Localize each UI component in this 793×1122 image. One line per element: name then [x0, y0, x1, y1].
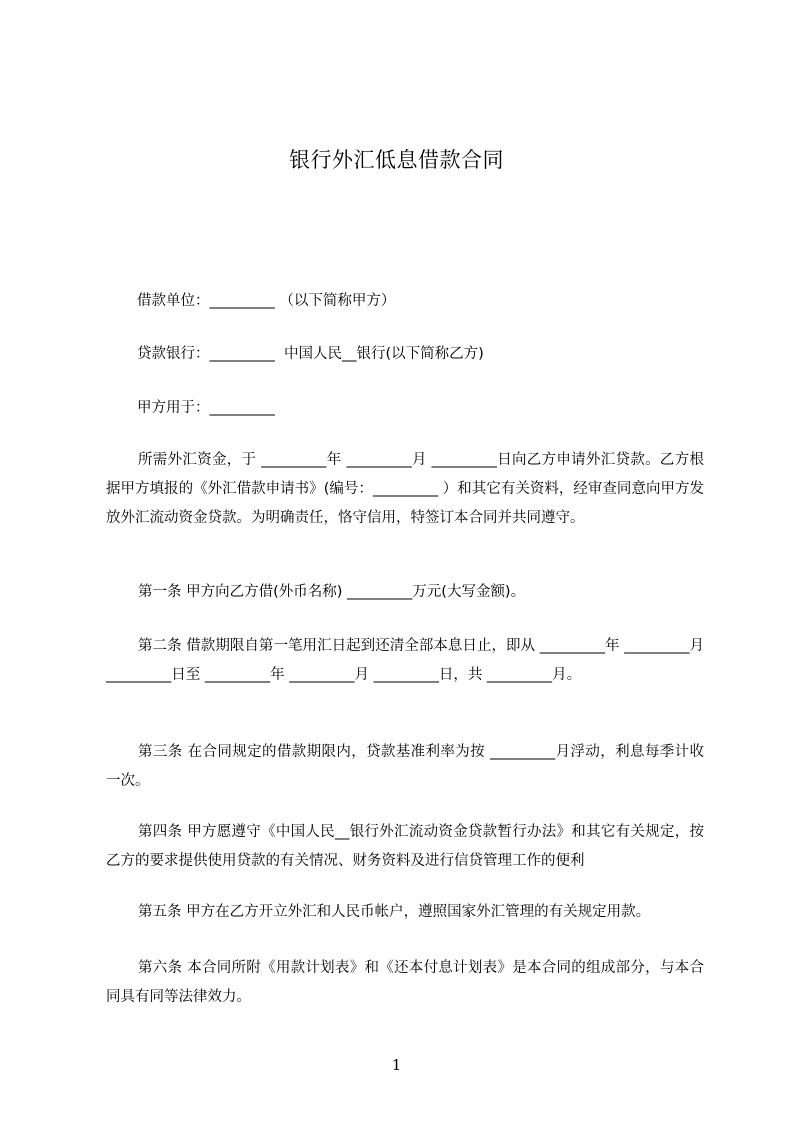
article-6: 第六条 本合同所附《用款计划表》和《还本付息计划表》是本合同的组成部分，与本合同具有同等法律效力。 — [106, 960, 704, 1005]
article-5: 第五条 甲方在乙方开立外汇和人民币帐户，遵照国家外汇管理的有关规定用款。 — [138, 904, 651, 920]
page-number: 1 — [391, 1056, 402, 1074]
purpose-line: 甲方用于：_________ — [137, 400, 275, 416]
article-2: 第二条 借款期限自第一笔用汇日起到还清全部本息日止，即从 _________年 _________月 _________日至 _________年 _________月 _________日，共 _________月。 — [106, 638, 704, 683]
borrower-line: 借款单位：_________ （以下简称甲方） — [137, 293, 396, 309]
intro-paragraph: 所需外汇资金，于 _________年 _________月 _________日向乙方申请外汇贷款。乙方根据甲方填报的《外汇借款申请书》(编号：_________ ）和其它有关资料，经审查同意向甲方发放外汇流动资金贷款。为明确责任，恪守信用，特签订本合同并共同遵守。 — [106, 452, 704, 526]
document-title: 银行外汇低息借款合同 — [289, 148, 504, 172]
article-4: 第四条 甲方愿遵守《中国人民__银行外汇流动资金贷款暂行办法》和其它有关规定，按乙方的要求提供使用贷款的有关情况、财务资料及进行信贷管理工作的便利 — [106, 824, 704, 869]
lender-line: 贷款银行：_________ 中国人民__银行(以下简称乙方) — [137, 346, 484, 362]
article-1: 第一条 甲方向乙方借(外币名称) _________万元(大写金额)。 — [138, 584, 526, 600]
article-3: 第三条 在合同规定的借款期限内，贷款基准利率为按 _________月浮动，利息每季计收一次。 — [106, 744, 704, 789]
